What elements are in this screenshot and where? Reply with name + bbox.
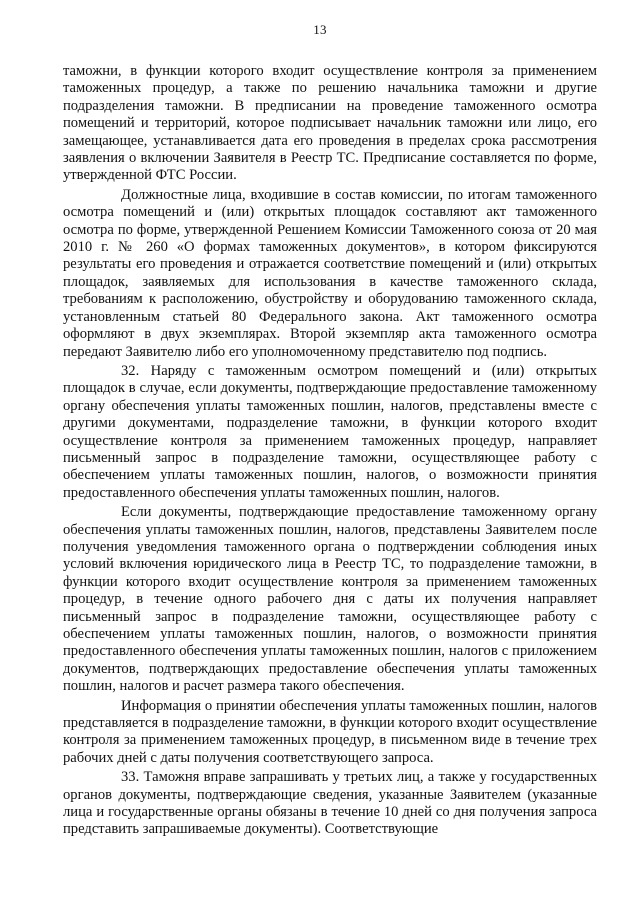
paragraph-6: 33. Таможня вправе запрашивать у третьих лиц, а также у государственных органов документы, подтверждающие сведения, указанные Заявителем (указанные лица и государственные органы обязаны в течение 10 дней со дня получения запроса представить запрашиваемые документы). Соответствующие <box>63 769 597 838</box>
paragraph-3: 32. Наряду с таможенным осмотром помещений и (или) открытых площадок в случае, если документы, подтверждающие предоставление таможенному органу обеспечения уплаты таможенных пошлин, налогов, представлены вместе с другими документами, подразделение таможни, в функции которого входит осуществление контроля за применением таможенных процедур, направляет письменный запрос в подразделение таможни, осуществляющее работу с обеспечением уплаты таможенных пошлин, налогов, о возможности принятия предоставленного обеспечения уплаты таможенных пошлин, налогов. <box>63 362 597 501</box>
page-number: 13 <box>313 22 327 37</box>
document-body <box>63 63 597 841</box>
paragraph-2: Должностные лица, входившие в состав комиссии, по итогам таможенного осмотра помещений и (или) открытых площадок составляют акт таможенного осмотра по форме, утвержденной Решением Комиссии Таможенного союза от 20 мая 2010 г. № 260 «О формах таможенных документов», в котором фиксируются результаты его проведения и отражается соответствие помещений и (или) открытых площадок, заявляемых для использования в качестве таможенного склада, требованиям к расположению, обустройству и оборудованию таможенного склада, установленным статьей 80 Федерального закона. Акт таможенного осмотра оформляют в двух экземплярах. Второй экземпляр акта таможенного осмотра передают Заявителю либо его уполномоченному представителю под подпись. <box>63 186 597 360</box>
paragraph-1: таможни, в функции которого входит осуществление контроля за применением таможенных процедур, а также по решению начальника таможни и другие подразделения таможни. В предписании на проведение таможенного осмотра помещений и территорий, которое подписывает начальник таможни или лицо, его замещающее, устанавливается дата его проведения в пределах срока рассмотрения заявления о включении Заявителя в Реестр ТС. Предписание составляется по форме, утвержденной ФТС России. <box>63 63 597 184</box>
paragraph-5: Информация о принятии обеспечения уплаты таможенных пошлин, налогов представляется в подразделение таможни, в функции которого входит осуществление контроля за применением таможенных процедур, в письменном виде в течение трех рабочих дней с даты получения соответствующего запроса. <box>63 697 597 766</box>
paragraph-4: Если документы, подтверждающие предоставление таможенному органу обеспечения уплаты таможенных пошлин, налогов, представлены Заявителем после получения уведомления таможенного органа о подтверждении соблюдения иных условий включения юридического лица в Реестр ТС, то подразделение таможни, в функции которого входит осуществление контроля за применением таможенных процедур, в течение одного рабочего дня с даты их получения направляет письменный запрос в подразделение таможни, осуществляющее работу с обеспечением уплаты таможенных пошлин, налогов, о возможности принятия предоставленного обеспечения уплаты таможенных пошлин, налогов с приложением документов, подтверждающих предоставление обеспечения уплаты таможенных пошлин, налогов и расчет размера такого обеспечения. <box>63 504 597 695</box>
